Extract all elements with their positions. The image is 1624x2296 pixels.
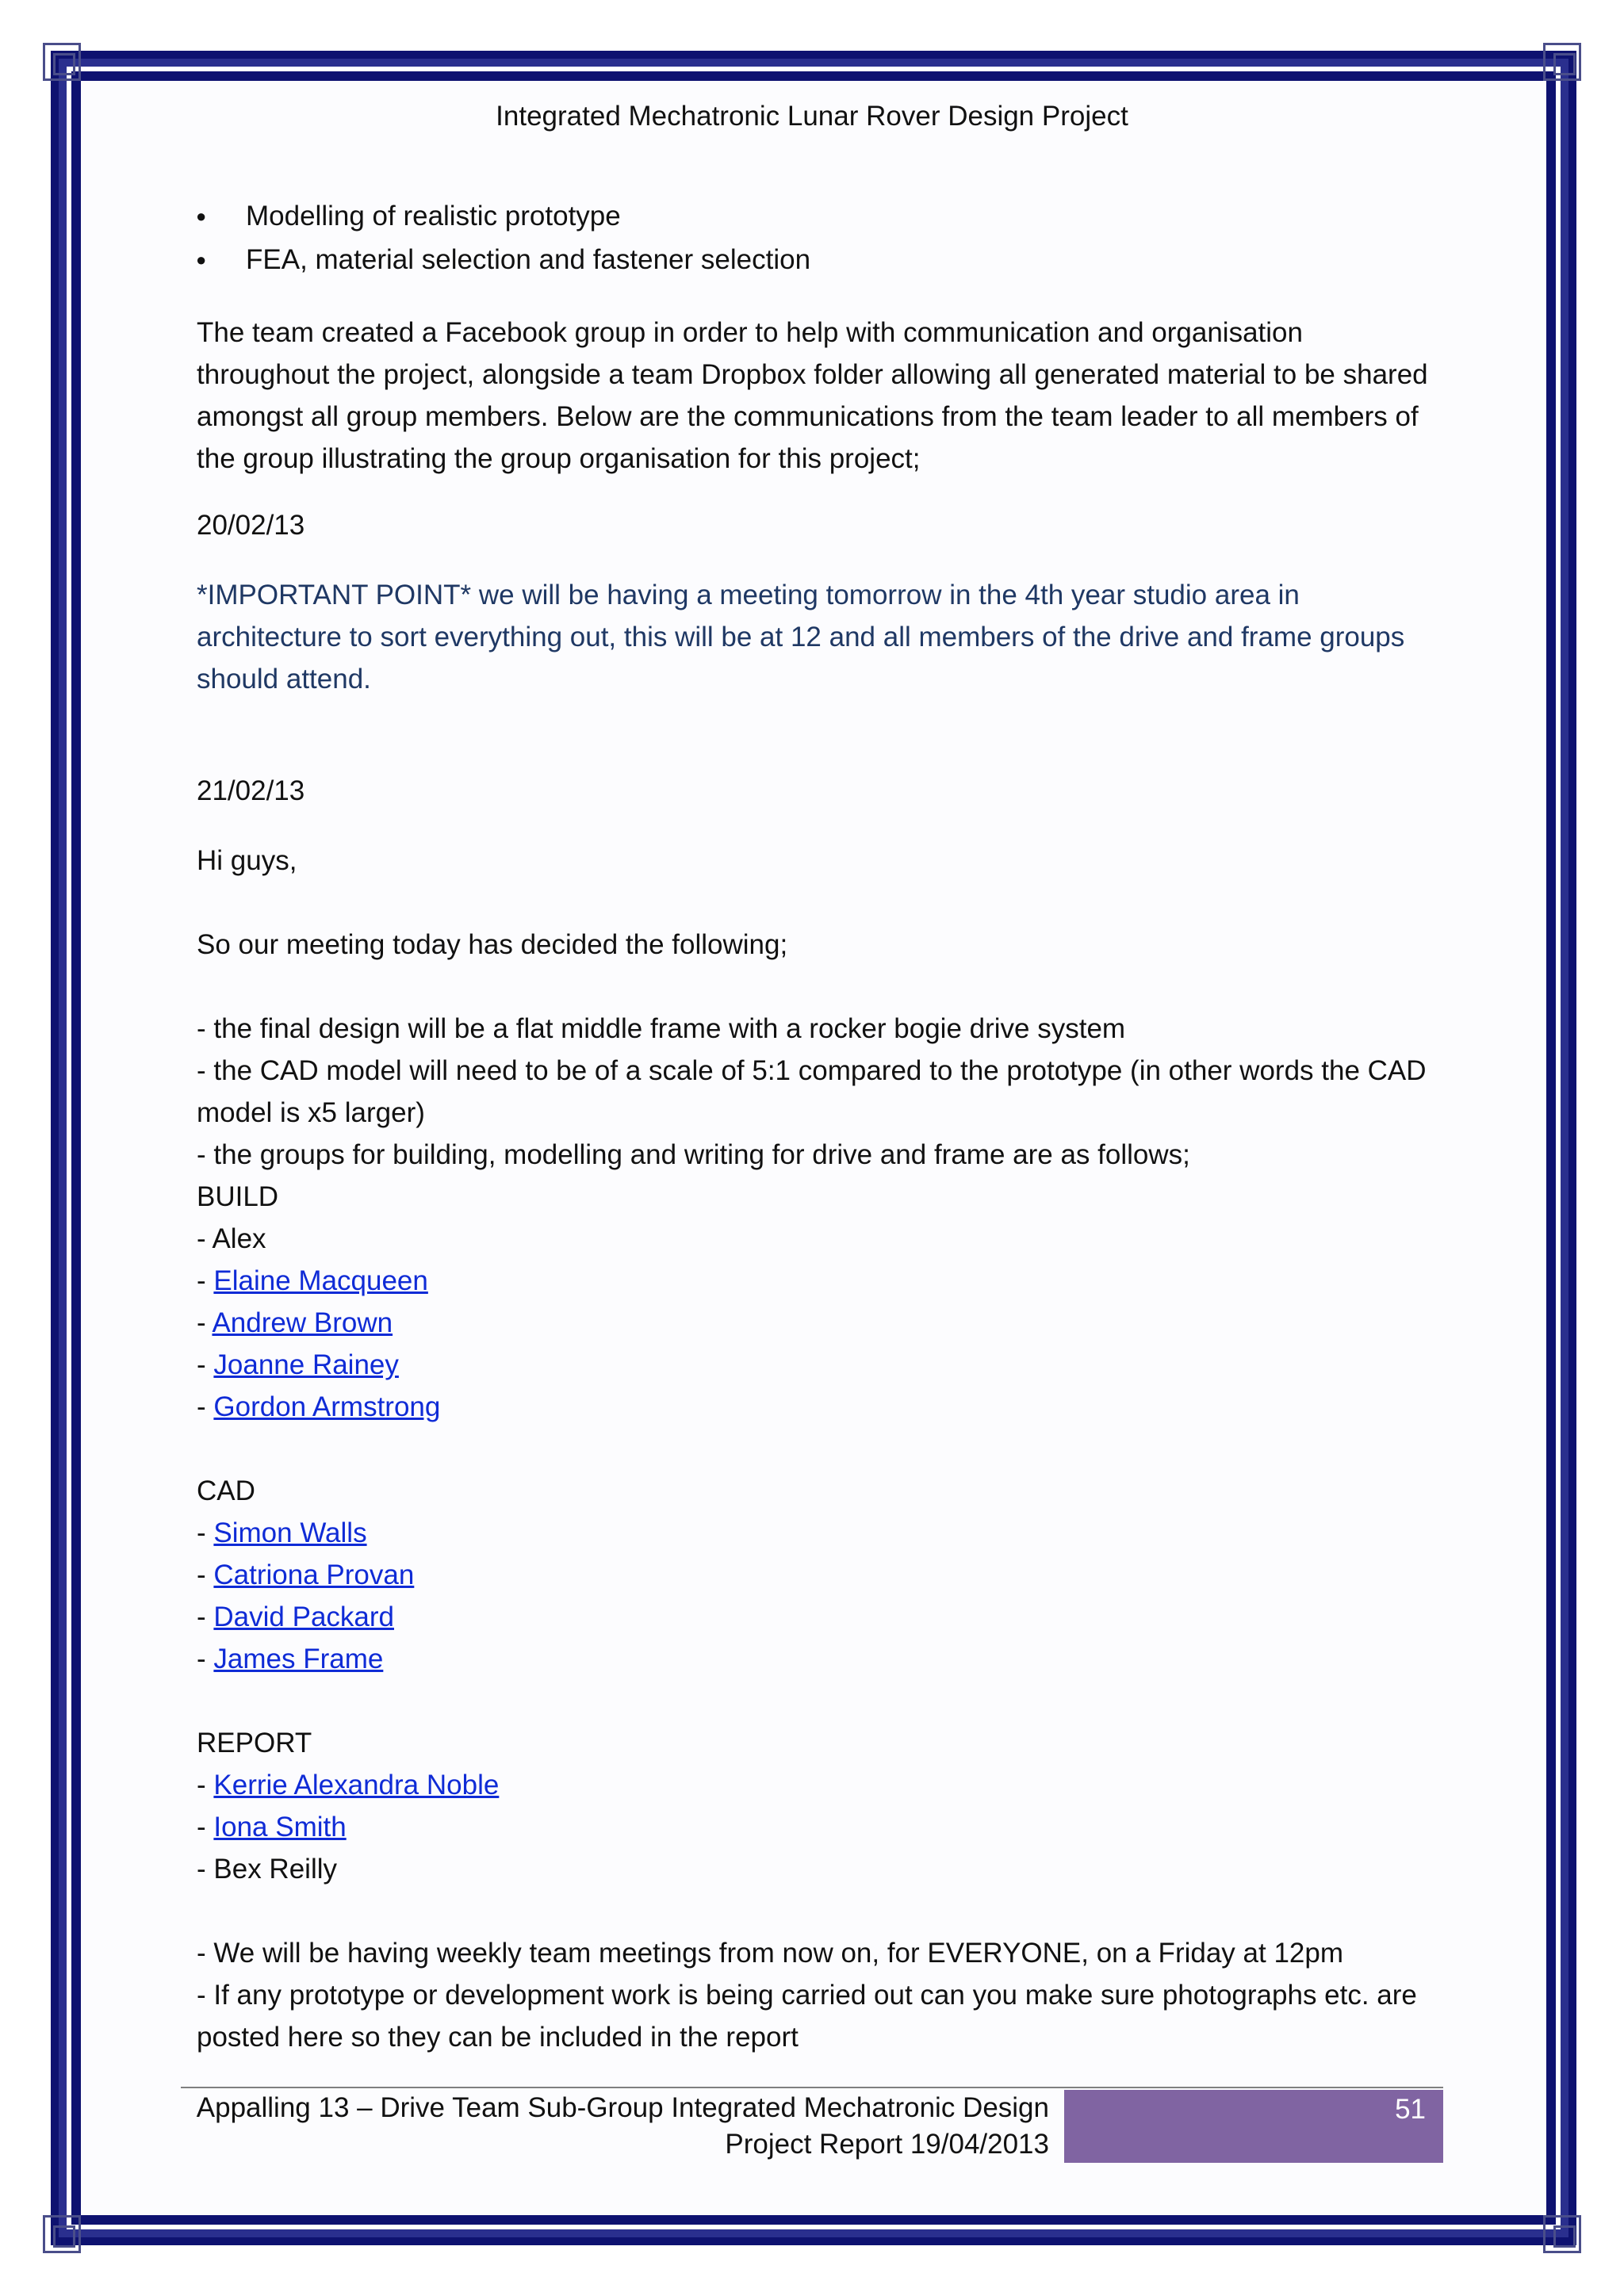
- spacer: [197, 1890, 1442, 1932]
- member-link[interactable]: David Packard: [213, 1601, 394, 1632]
- member-link[interactable]: James Frame: [213, 1644, 384, 1674]
- bullet-item: ● FEA, material selection and fastener selection: [246, 239, 810, 282]
- decision-item: - the CAD model will need to be of a scale of 5:1 compared to the prototype (in other words the CAD model is x5 larger): [197, 1055, 1427, 1128]
- member-link[interactable]: Elaine Macqueen: [213, 1265, 428, 1296]
- member-link[interactable]: Catriona Provan: [213, 1559, 415, 1590]
- spacer: [197, 1428, 1442, 1470]
- member-row: - James Frame: [197, 1644, 384, 1674]
- member-row: - Simon Walls: [197, 1517, 367, 1548]
- post-date: 21/02/13: [197, 775, 305, 806]
- member-link[interactable]: Gordon Armstrong: [213, 1391, 441, 1422]
- bullet-list: [246, 195, 810, 282]
- member-row: - Catriona Provan: [197, 1559, 415, 1590]
- group-heading-cad: CAD: [197, 1475, 255, 1506]
- decision-list: [197, 1008, 1442, 2058]
- member-row: - Bex Reilly: [197, 1854, 337, 1885]
- group-heading-report: REPORT: [197, 1728, 312, 1758]
- intro-paragraph: The team created a Facebook group in order to help with communication and organisation throughout the project, alongside a team Dropbox folder allowing all generated material to be shared amongst all group members. Below are the communications from the team leader to all members of the group illustrating the group organisation for this project;: [197, 317, 1428, 474]
- post-greeting: Hi guys,: [197, 845, 297, 876]
- member-row: - Iona Smith: [197, 1812, 347, 1843]
- member-row: - David Packard: [197, 1601, 394, 1632]
- footer-line: Appalling 13 – Drive Team Sub-Group Integrated Mechatronic Design: [196, 2092, 1049, 2123]
- member-row: - Alex: [197, 1223, 266, 1254]
- group-heading-build: BUILD: [197, 1181, 279, 1212]
- footer-divider: [181, 2087, 1443, 2088]
- member-link[interactable]: Simon Walls: [213, 1517, 367, 1548]
- closing-item: - We will be having weekly team meetings from now on, for EVERYONE, on a Friday at 12pm: [197, 1938, 1343, 1969]
- running-header: Integrated Mechatronic Lunar Rover Design Project: [496, 101, 1128, 132]
- member-link[interactable]: Joanne Rainey: [213, 1349, 399, 1380]
- decision-item: - the final design will be a flat middle frame with a rocker bogie drive system: [197, 1013, 1126, 1044]
- member-row: - Kerrie Alexandra Noble: [197, 1770, 500, 1800]
- page-number-box: [1064, 2090, 1443, 2163]
- post-date: 20/02/13: [197, 510, 305, 541]
- member-row: - Andrew Brown: [197, 1307, 393, 1338]
- member-row: - Joanne Rainey: [197, 1349, 399, 1380]
- spacer: [197, 1680, 1442, 1722]
- member-link[interactable]: Kerrie Alexandra Noble: [213, 1770, 500, 1800]
- post-intro: So our meeting today has decided the following;: [197, 929, 788, 960]
- page-number: 51: [1395, 2094, 1426, 2125]
- closing-item: - If any prototype or development work is being carried out can you make sure photographs etc. are posted here so they can be included in the report: [197, 1980, 1417, 2053]
- decision-item: - the groups for building, modelling and writing for drive and frame are as follows;: [197, 1139, 1190, 1170]
- member-link[interactable]: Andrew Brown: [212, 1307, 393, 1338]
- footer-text: [181, 2090, 1049, 2163]
- member-row: - Gordon Armstrong: [197, 1391, 441, 1422]
- bullet-item: ● Modelling of realistic prototype: [246, 195, 810, 239]
- member-name: Alex: [212, 1223, 266, 1254]
- member-row: - Elaine Macqueen: [197, 1265, 428, 1296]
- member-link[interactable]: Iona Smith: [213, 1812, 347, 1843]
- member-name: Bex Reilly: [213, 1854, 337, 1885]
- important-message: *IMPORTANT POINT* we will be having a meeting tomorrow in the 4th year studio area in architecture to sort everything out, this will be at 12 and all members of the drive and frame groups should attend.: [197, 580, 1405, 695]
- footer-line: Project Report 19/04/2013: [725, 2129, 1049, 2160]
